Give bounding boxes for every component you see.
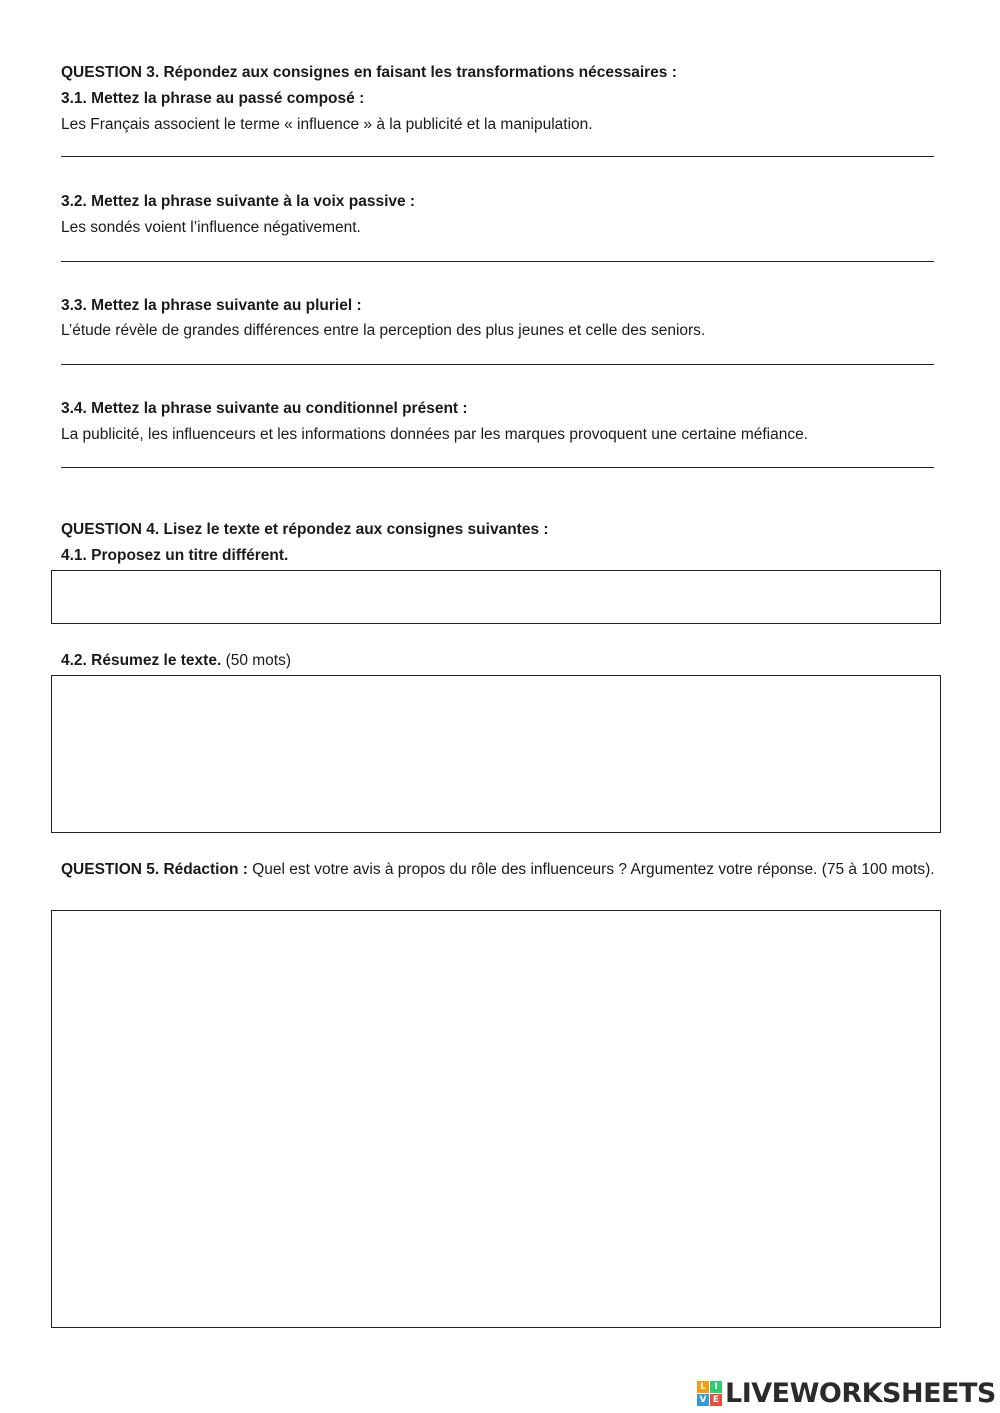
q3-2-instruction: 3.2. Mettez la phrase suivante à la voix passive :: [61, 193, 416, 210]
q3-2-sentence: Les sondés voient l’influence négativement.: [61, 219, 361, 236]
q3-4-instruction: 3.4. Mettez la phrase suivante au conditionnel présent :: [61, 400, 468, 417]
logo-mark-i: I: [710, 1381, 722, 1393]
q5-answer-box[interactable]: [51, 910, 941, 1328]
q4-2-instruction: [61, 650, 291, 671]
q3-4-answer-line[interactable]: [61, 467, 934, 468]
q3-3-sentence: L’étude révèle de grandes différences entre la perception des plus jeunes et celle des seniors.: [61, 322, 706, 339]
logo-wordmark: LIVEWORKSHEETS: [725, 1377, 996, 1409]
liveworksheets-logo: [697, 1378, 996, 1408]
q4-2-instruction-label: 4.2. Résumez le texte.: [61, 652, 222, 669]
q3-1-instruction: 3.1. Mettez la phrase au passé composé :: [61, 90, 365, 107]
logo-mark-l: L: [697, 1381, 709, 1393]
q4-1-instruction: 4.1. Proposez un titre différent.: [61, 547, 289, 564]
q3-3-answer-line[interactable]: [61, 364, 934, 365]
question-5-prompt: [61, 857, 939, 883]
question-3-heading: QUESTION 3. Répondez aux consignes en faisant les transformations nécessaires :: [61, 64, 677, 81]
logo-mark-e: E: [710, 1394, 722, 1406]
question-5-label: QUESTION 5. Rédaction :: [61, 861, 248, 878]
q4-2-word-count: (50 mots): [225, 652, 292, 669]
q4-2-answer-box[interactable]: [51, 675, 941, 833]
q3-3-instruction: 3.3. Mettez la phrase suivante au pluriel :: [61, 297, 362, 314]
q3-1-answer-line[interactable]: [61, 156, 934, 157]
question-5-text: Quel est votre avis à propos du rôle des influenceurs ? Argumentez votre réponse. (75 à 100 mots).: [252, 861, 935, 878]
question-4-heading: QUESTION 4. Lisez le texte et répondez aux consignes suivantes :: [61, 521, 549, 538]
q4-1-answer-box[interactable]: [51, 570, 941, 624]
logo-mark-v: V: [697, 1394, 709, 1406]
liveworksheets-logo-icon: [697, 1381, 722, 1406]
q3-1-sentence: Les Français associent le terme « influence » à la publicité et la manipulation.: [61, 116, 593, 133]
q3-4-sentence: La publicité, les influenceurs et les informations données par les marques provoquent une certaine méfiance.: [61, 426, 809, 443]
q3-2-answer-line[interactable]: [61, 261, 934, 262]
